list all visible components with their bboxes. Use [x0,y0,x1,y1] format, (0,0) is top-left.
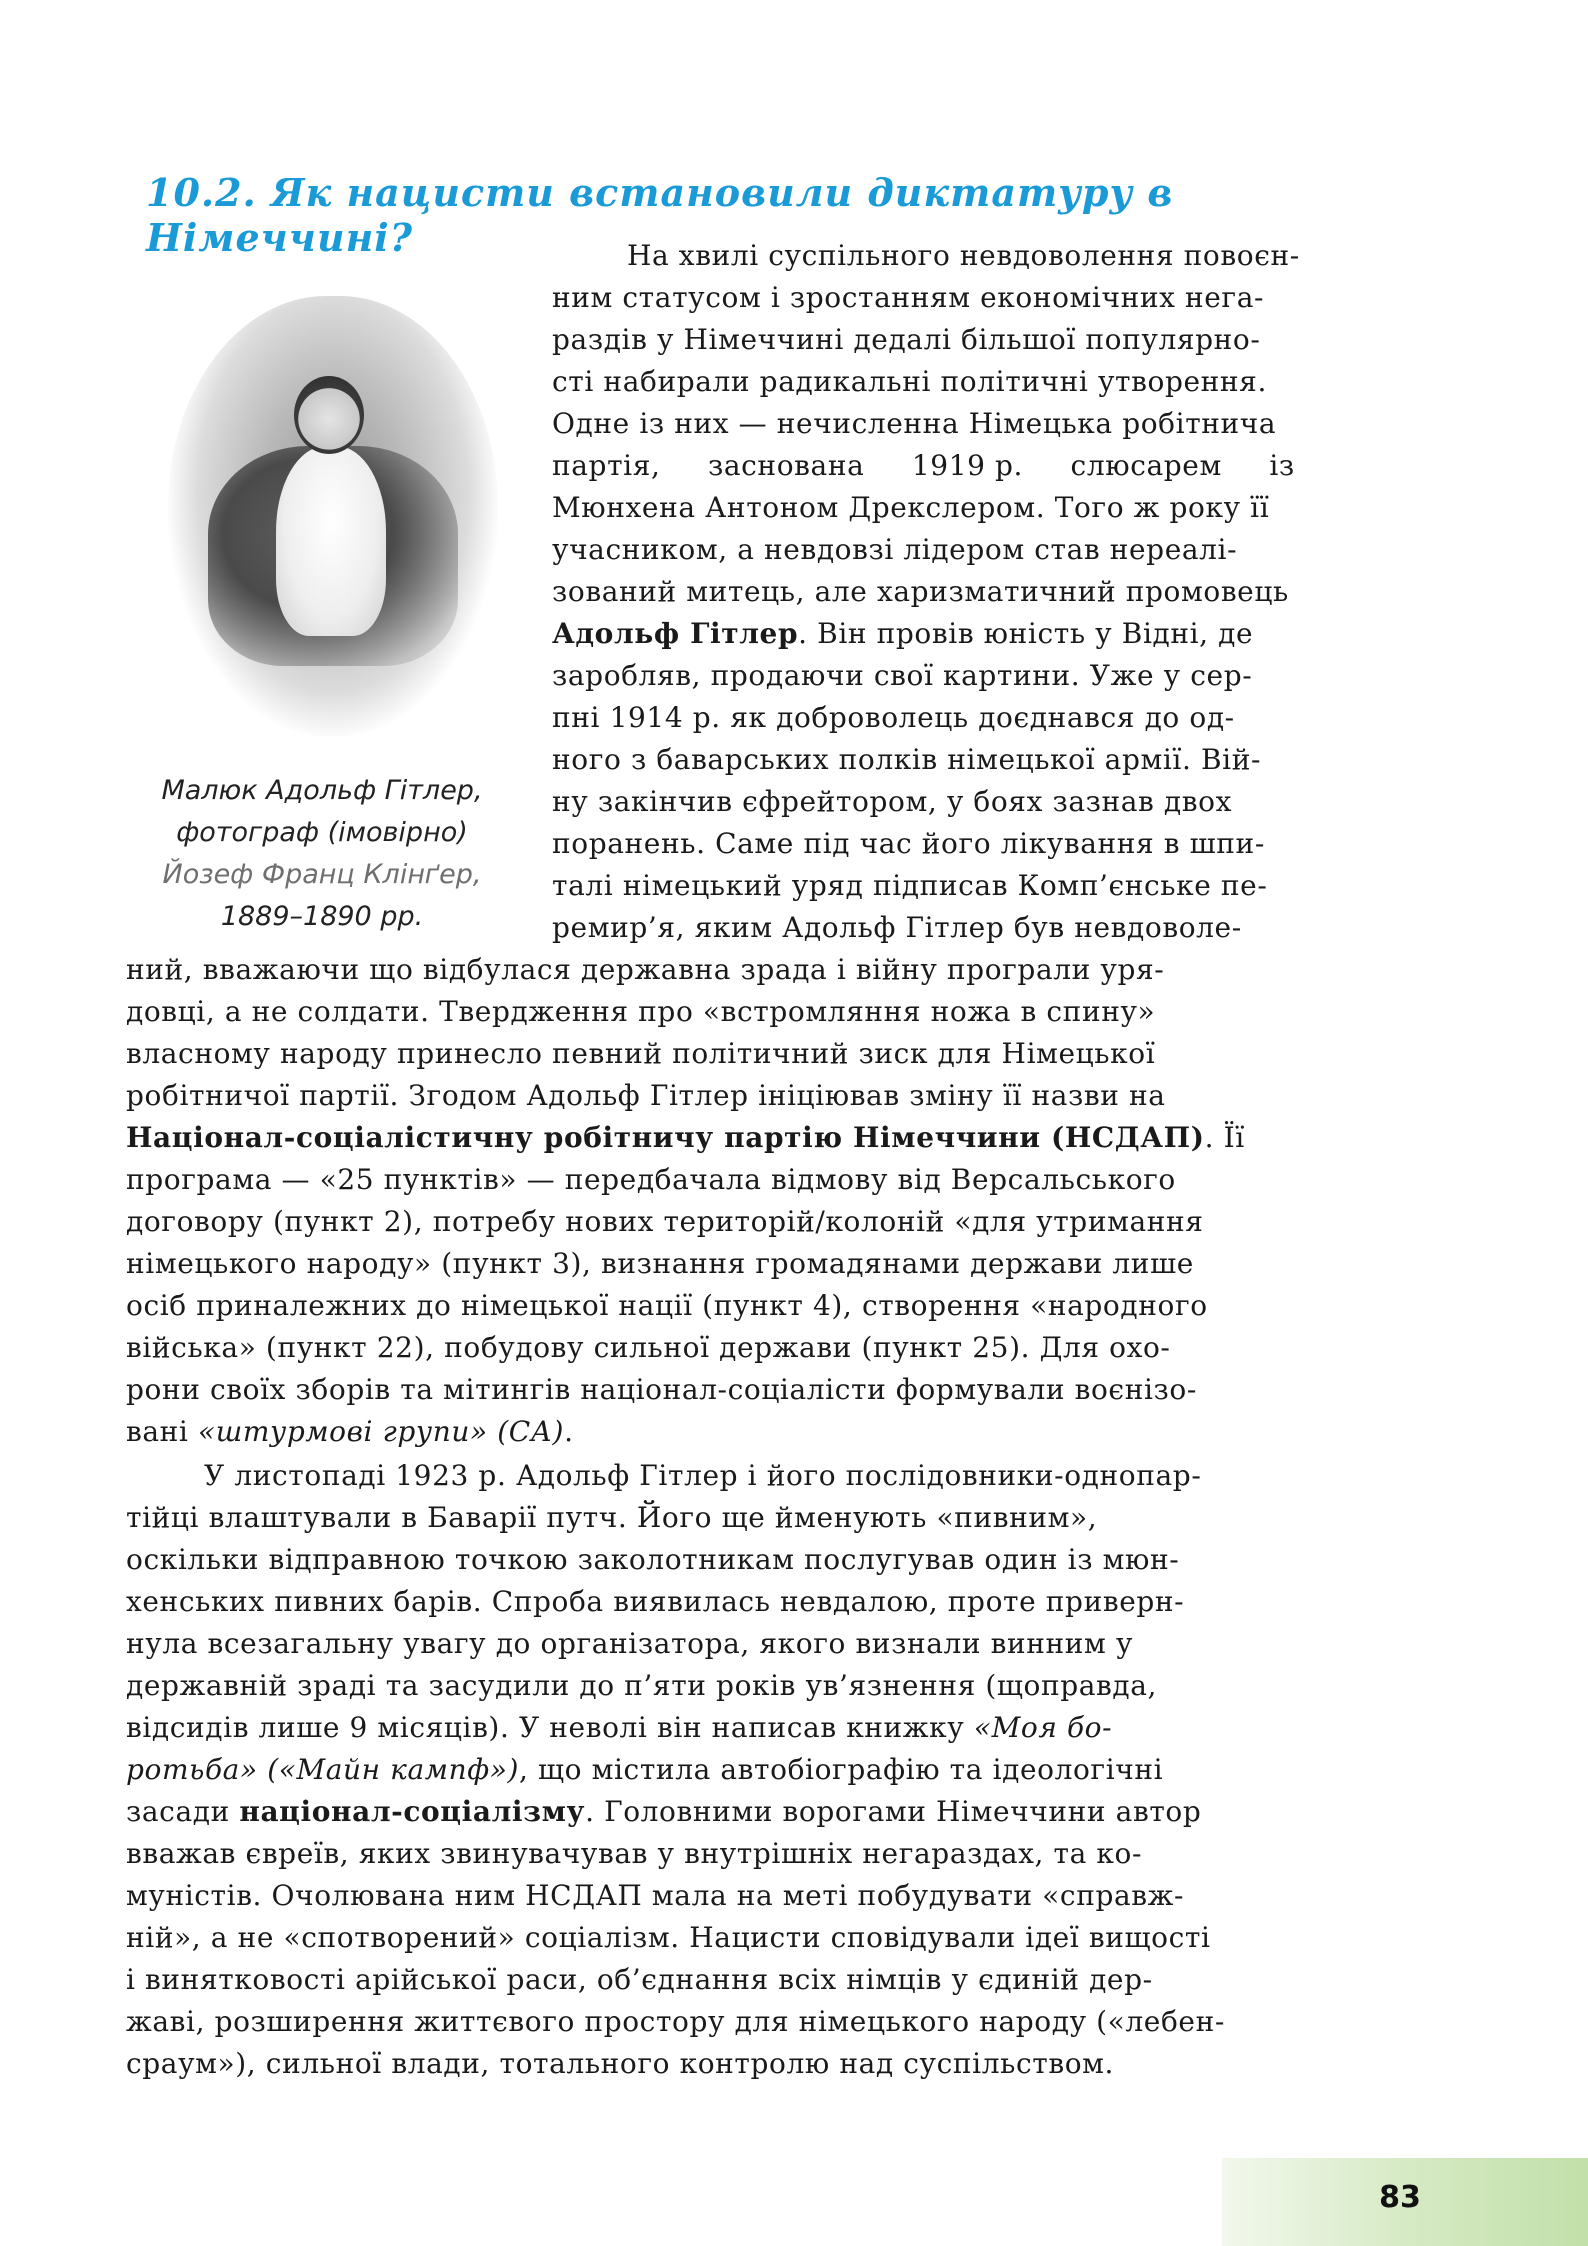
text-line: ній», а не «спотворений» соціалізм. Нацисти сповідували ідеї вищості [126,1921,1211,1954]
text-line: партія, заснована 1919 р. слюсарем із [552,449,1295,482]
text-line: ним статусом і зростанням економічних нега- [552,281,1265,314]
text-line: учасником, а невдовзі лідером став нереалі- [552,533,1238,566]
caption-line: Малюк Адольф Гітлер, [161,775,483,806]
text-line: сраум»), сильної влади, тотального контролю над суспільством. [126,2047,1115,2080]
text-line: ну закінчив єфрейтором, у боях зазнав двох [552,785,1232,818]
text-line: зований митець, але харизматичний промовець [552,575,1289,608]
text-line: сті набирали радикальні політичні утворення. [552,365,1267,398]
text-line: довці, а не солдати. Твердження про «встромляння ножа в спину» [126,995,1156,1028]
text-line: вані «штурмові групи» (СА). [126,1415,574,1448]
section-heading: 10.2. Як нацисти встановили диктатуру в Німеччині? [146,170,1174,260]
bold-term: націонал-соціалізму [239,1795,586,1828]
bold-term: Адольф Гітлер [552,617,799,650]
text-line: нула всезагальну увагу до організатора, якого визнали винним у [126,1627,1134,1660]
text-line: договору (пункт 2), потребу нових територій/колоній «для утримання [126,1205,1204,1238]
text-line: заробляв, продаючи свої картини. Уже у сер- [552,659,1253,692]
italic-term: «Моя бо- [973,1711,1113,1744]
text-line: війська» (пункт 22), побудову сильної держави (пункт 25). Для охо- [126,1331,1171,1364]
text-line: пні 1914 р. як доброволець доєднався до од- [552,701,1235,734]
caption-line: фотограф (імовірно) [176,817,468,848]
text-line: і винятковості арійської раси, об’єднання всіх німців у єдиній дер- [126,1963,1153,1996]
text-line: талі німецький уряд підписав Комп’єнське пе- [552,869,1268,902]
text-line: поранень. Саме під час його лікування в шпи- [552,827,1265,860]
text-line: У листопаді 1923 р. Адольф Гітлер і його послідовники-однопар- [204,1459,1202,1492]
text-line: Націонал-соціалістичну робітничу партію Німеччини (НСДАП). Її [126,1121,1245,1154]
text-line: ротьба» («Майн кампф»), що містила автобіографію та ідеологічні [126,1753,1164,1786]
text-line: раздів у Німеччині дедалі більшої популярно- [552,323,1261,356]
text-line: осіб приналежних до німецької нації (пункт 4), створення «народного [126,1289,1208,1322]
text-line: власному народу принесло певний політичний зиск для Німецької [126,1037,1156,1070]
text-line: відсидів лише 9 місяців). У неволі він написав книжку «Моя бо- [126,1711,1113,1744]
page-number: 83 [1379,2180,1421,2215]
text-line: засади націонал-соціалізму. Головними ворогами Німеччини автор [126,1795,1202,1828]
text-line: Одне із них — нечисленна Німецька робітнича [552,407,1277,440]
text-line: програма — «25 пунктів» — передбачала відмову від Версальського [126,1163,1176,1196]
text-line: оскільки відправною точкою заколотникам послугував один із мюн- [126,1543,1180,1576]
text-line: тійці влаштували в Баварії путч. Його ще йменують «пивним», [126,1501,1098,1534]
text-line: робітничої партії. Згодом Адольф Гітлер ініціював зміну її назви на [126,1079,1166,1112]
italic-term: ротьба» («Майн кампф») [126,1753,520,1786]
italic-term: «штурмові групи» (СА) [197,1415,565,1448]
text-line: вважав євреїв, яких звинувачував у внутрішніх негараздах, та ко- [126,1837,1143,1870]
text-line: ремир’я, яким Адольф Гітлер був невдоволе- [552,911,1242,944]
text-line: ний, вважаючи що відбулася державна зрада і війну програли уря- [126,953,1165,986]
text-line: хенських пивних барів. Спроба виявилась невдалою, проте приверн- [126,1585,1185,1618]
child-figure [276,376,386,656]
text-line: жаві, розширення життєвого простору для німецького народу («лебен- [126,2005,1225,2038]
child-photo [168,296,498,736]
text-line: німецького народу» (пункт 3), визнання громадянами держави лише [126,1247,1194,1280]
text-line: ного з баварських полків німецької армії. Вій- [552,743,1262,776]
caption-line: 1889–1890 рр. [220,901,424,932]
text-line: Мюнхена Антоном Дрекслером. Того ж року її [552,491,1270,524]
text-line: муністів. Очолювана ним НСДАП мала на меті побудувати «справж- [126,1879,1185,1912]
caption-line: Йозеф Франц Клінґер, [162,859,482,890]
bold-term: Націонал-соціалістичну робітничу партію Німеччини (НСДАП) [126,1121,1205,1154]
photo-caption [122,770,522,938]
text-line: На хвилі суспільного невдоволення повоєн- [627,239,1300,272]
text-line: Адольф Гітлер. Він провів юність у Відні, де [552,617,1254,650]
text-line: державній зраді та засудили до п’яти років ув’язнення (щоправда, [126,1669,1158,1702]
text-line: рони своїх зборів та мітингів націонал-соціалісти формували воєнізо- [126,1373,1197,1406]
